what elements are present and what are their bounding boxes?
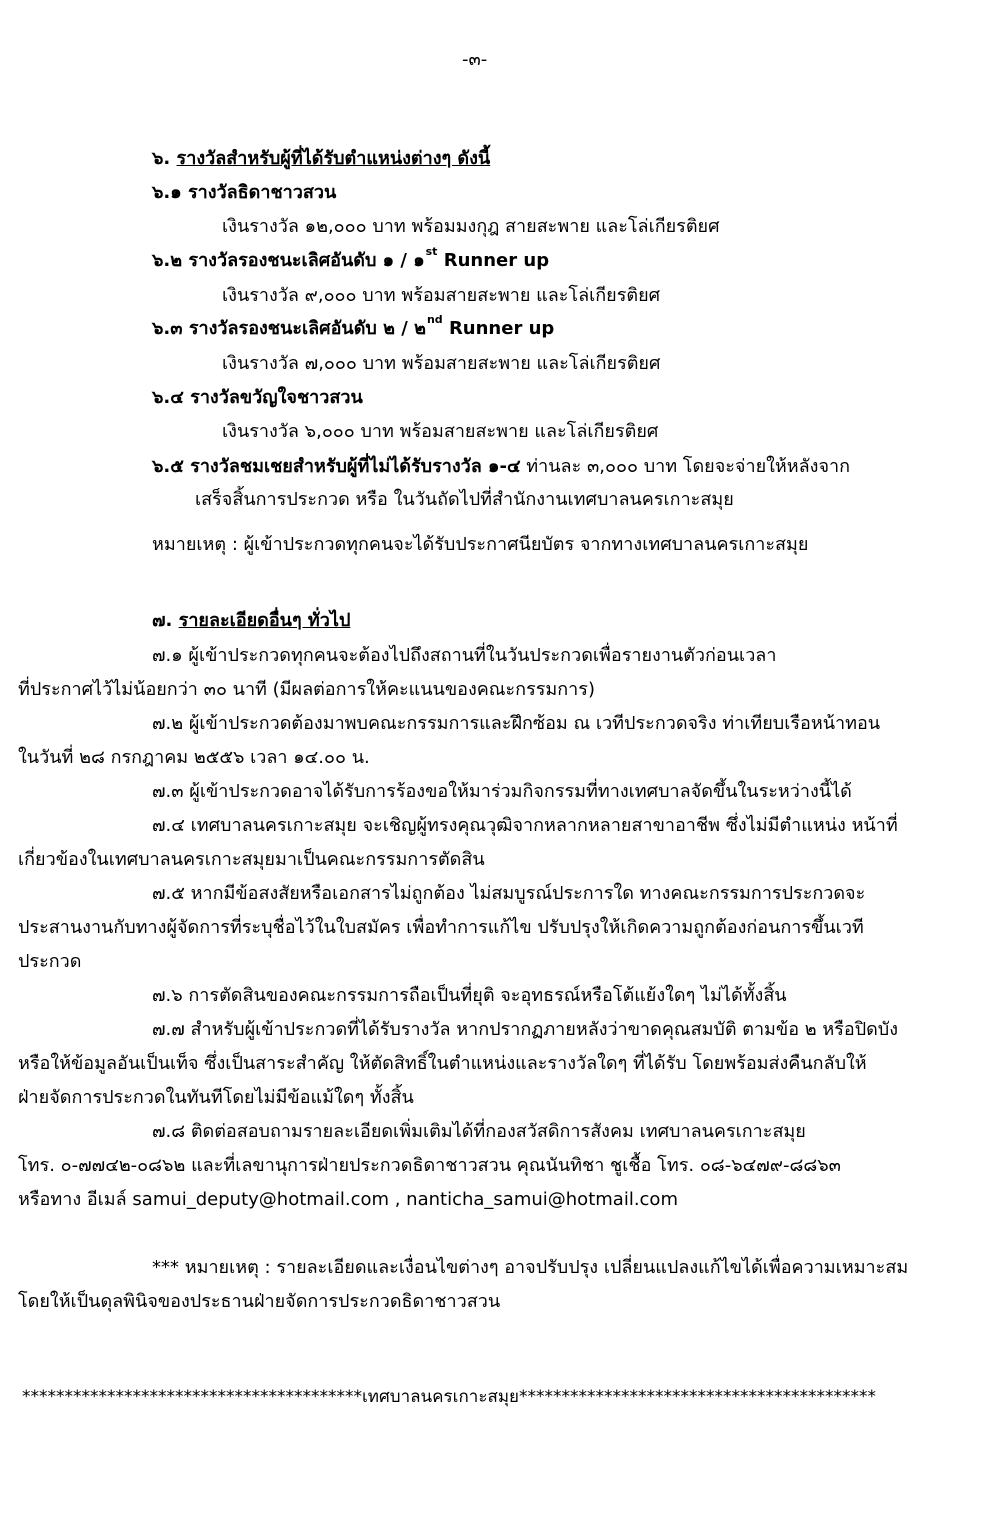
section-6-3-title <box>152 313 555 343</box>
section-7-line: ๗.๕ หากมีข้อสงสัยหรือเอกสารไม่ถูกต้อง ไม่สมบูรณ์ประการใด ทางคณะกรรมการประกวดจะ <box>152 883 866 904</box>
footer-right-stars: ****************************************** <box>519 1387 877 1407</box>
section-6-2-superscript: st <box>425 245 438 258</box>
section-7-line: เกี่ยวข้องในเทศบาลนครเกาะสมุยมาเป็นคณะกรรมการตัดสิน <box>18 849 485 870</box>
section-6-number: ๖. <box>152 148 171 169</box>
section-6-5-line-2: เสร็จสิ้นการประกวด หรือ ในวันถัดไปที่สำนักงานเทศบาลนครเกาะสมุย <box>195 489 734 510</box>
section-7-line: ๗.๒ ผู้เข้าประกวดต้องมาพบคณะกรรมการและฝึกซ้อม ณ เวทีประกวดจริง ท่าเทียบเรือหน้าทอน <box>152 713 881 734</box>
remark-line-1: *** หมายเหตุ : รายละเอียดและเงื่อนไขต่างๆ อาจปรับปรุง เปลี่ยนแปลงแก้ไขได้เพื่อความเหมาะสม <box>152 1257 909 1278</box>
section-7-line: ประกวด <box>18 951 82 972</box>
section-7-line: ๗.๑ ผู้เข้าประกวดทุกคนจะต้องไปถึงสถานที่ในวันประกวดเพื่อรายงานตัวก่อนเวลา <box>152 645 777 666</box>
section-7-line: ในวันที่ ๒๘ กรกฎาคม ๒๕๕๖ เวลา ๑๔.๐๐ น. <box>18 747 370 768</box>
section-7-line: หรือให้ข้อมูลอันเป็นเท็จ ซึ่งเป็นสาระสำคัญ ให้ตัดสิทธิ์ในตำแหน่งและรางวัลใดๆ ที่ได้รับ โดยพร้อมส่งคืนกลับให้ <box>18 1053 867 1074</box>
section-7-line: ๗.๘ ติดต่อสอบถามรายละเอียดเพิ่มเติมได้ที่กองสวัสดิการสังคม เทศบาลนครเกาะสมุย <box>152 1121 806 1142</box>
section-7-line: ๗.๗ สำหรับผู้เข้าประกวดที่ได้รับรางวัล หากปรากฏภายหลังว่าขาดคุณสมบัติ ตามข้อ ๒ หรือปิดบัง <box>152 1019 899 1040</box>
section-7-number: ๗. <box>152 610 173 631</box>
section-7-line: โทร. ๐-๗๗๔๒-๐๘๖๒ และที่เลขานุการฝ่ายประกวดธิดาชาวสวน คุณนันทิชา ชูเชื้อ โทร. ๐๘-๖๔๗๙-๘๘๖๓ <box>18 1155 841 1176</box>
section-7-heading <box>152 609 350 633</box>
section-6-2-suffix: Runner up <box>443 250 550 271</box>
section-6-5-text: ท่านละ ๓,๐๐๐ บาท โดยจะจ่ายให้หลังจาก <box>520 456 851 477</box>
section-7-line: หรือทาง อีเมล์ samui_deputy@hotmail.com , nanticha_samui@hotmail.com <box>18 1189 678 1210</box>
section-6-3-suffix: Runner up <box>448 318 555 339</box>
section-6-2-label: ๖.๒ รางวัลรองชนะเลิศอันดับ ๑ / ๑ <box>152 250 425 271</box>
section-7-line: ๗.๓ ผู้เข้าประกวดอาจได้รับการร้องขอให้มาร่วมกิจกรรมที่ทางเทศบาลจัดขึ้นในระหว่างนี้ได้ <box>152 781 852 802</box>
section-6-1-detail: เงินรางวัล ๑๒,๐๐๐ บาท พร้อมมงกุฎ สายสะพาย และโล่เกียรติยศ <box>222 216 720 237</box>
section-7-line: ๗.๔ เทศบาลนครเกาะสมุย จะเชิญผู้ทรงคุณวุฒิจากหลากหลายสาขาอาชีพ ซึ่งไม่มีตำแหน่ง หน้าที่ <box>152 815 898 836</box>
footer-organization: เทศบาลนครเกาะสมุย <box>362 1387 520 1407</box>
footer-line <box>22 1385 957 1409</box>
section-6-1-title: ๖.๑ รางวัลธิดาชาวสวน <box>152 182 337 203</box>
section-6-5-title: ๖.๕ รางวัลชมเชยสำหรับผู้ที่ไม่ได้รับรางวัล ๑-๔ <box>152 456 521 477</box>
section-6-title: รางวัลสำหรับผู้ที่ได้รับตำแหน่งต่างๆ ดังนี้ <box>176 148 491 169</box>
remark-line-2: โดยให้เป็นดุลพินิจของประธานฝ่ายจัดการประกวดธิดาชาวสวน <box>18 1291 501 1312</box>
page-number: -๓- <box>462 49 488 70</box>
section-6-2-title <box>152 245 550 275</box>
section-6-3-detail: เงินรางวัล ๗,๐๐๐ บาท พร้อมสายสะพาย และโล่เกียรติยศ <box>222 353 661 374</box>
section-6-note: หมายเหตุ : ผู้เข้าประกวดทุกคนจะได้รับประกาศนียบัตร จากทางเทศบาลนครเกาะสมุย <box>152 534 809 555</box>
section-6-3-label: ๖.๓ รางวัลรองชนะเลิศอันดับ ๒ / ๒ <box>152 318 426 339</box>
section-7-line: ที่ประกาศไว้ไม่น้อยกว่า ๓๐ นาที (มีผลต่อการให้คะแนนของคณะกรรมการ) <box>18 679 595 700</box>
section-6-5-line-1 <box>152 455 850 479</box>
section-7-title: รายละเอียดอื่นๆ ทั่วไป <box>178 610 351 631</box>
section-6-4-detail: เงินรางวัล ๖,๐๐๐ บาท พร้อมสายสะพาย และโล่เกียรติยศ <box>222 421 659 442</box>
footer-left-stars: **************************************** <box>22 1387 362 1407</box>
section-7-line: ฝ่ายจัดการประกวดในทันทีโดยไม่มีข้อแม้ใดๆ ทั้งสิ้น <box>18 1087 414 1108</box>
section-7-line: ประสานงานกับทางผู้จัดการที่ระบุชื่อไว้ในใบสมัคร เพื่อทำการแก้ไข ปรับปรุงให้เกิดความถูกต้องก่อนการขึ้นเวที <box>18 917 864 938</box>
section-6-2-detail: เงินรางวัล ๙,๐๐๐ บาท พร้อมสายสะพาย และโล่เกียรติยศ <box>222 285 661 306</box>
section-6-4-title: ๖.๔ รางวัลขวัญใจชาวสวน <box>152 387 363 408</box>
section-6-heading <box>152 147 490 171</box>
section-7-line: ๗.๖ การตัดสินของคณะกรรมการถือเป็นที่ยุติ จะอุทธรณ์หรือโต้แย้งใดๆ ไม่ได้ทั้งสิ้น <box>152 985 787 1006</box>
section-6-3-superscript: nd <box>426 313 443 326</box>
